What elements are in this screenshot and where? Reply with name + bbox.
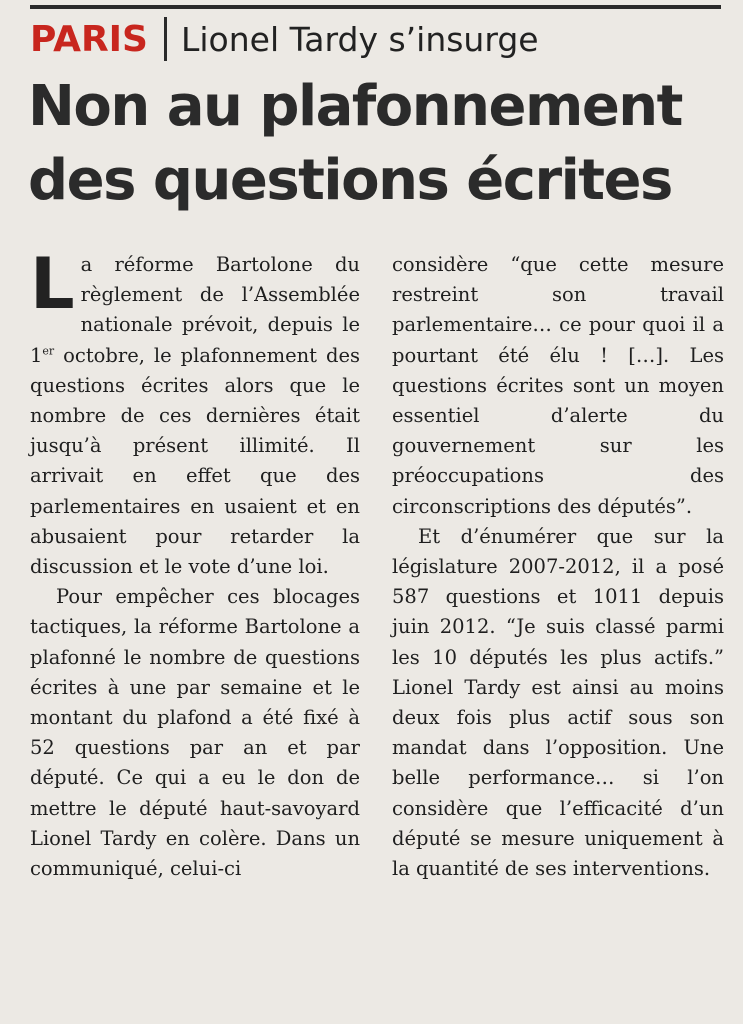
drop-cap: L	[30, 243, 75, 325]
kicker-text: Lionel Tardy s’insurge	[180, 19, 539, 59]
paragraph-1-text-b: octobre, le plafonnement des questions écrites alors que le nombre de ces dernières était jusqu’à présent illimité. Il arrivait en effet que des parlementaires en usaient et en abusaient pour retarder la discussion et le vote d’une loi.	[30, 343, 360, 579]
headline-line-1: Non au plafonnement	[28, 74, 682, 139]
paragraph-2: Pour empêcher ces blocages tactiques, la réforme Bartolone a plafonné le nombre de questions écrites à une par semaine et le montant du plafond a été fixé à 52 questions par an et par député. Ce qui a eu le don de mettre le député haut-savoyard Lionel Tardy en colère. Dans un communiqué, celui-ci	[30, 585, 360, 881]
headline-line-2: des questions écrites	[28, 148, 672, 213]
column-left	[30, 243, 360, 884]
headline	[28, 70, 728, 218]
column-right	[392, 250, 724, 884]
kicker-divider	[164, 17, 167, 61]
paragraph-3: considère “que cette mesure restreint son travail parlementaire… ce pour quoi il a pourtant été élu ! […]. Les questions écrites sont un moyen essentiel d’alerte du gouvernement sur les préoccupations des circonscriptions des députés”.	[392, 253, 724, 518]
top-rule	[30, 5, 721, 9]
ordinal-suffix: er	[42, 344, 55, 358]
section-label: PARIS	[30, 18, 148, 60]
paragraph-4: Et d’énumérer que sur la législature 2007-2012, il a posé 587 questions et 1011 depuis juin 2012. “Je suis classé parmi les 10 députés les plus actifs.” Lionel Tardy est ainsi au moins deux fois plus actif sous son mandat dans l’opposition. Une belle performance… si l’on considère que l’efficacité d’un député se mesure uniquement à la quantité de ses interventions.	[392, 524, 724, 881]
kicker-bar	[30, 14, 539, 64]
paragraph-1-text-a: a réforme Bartolone du règlement de l’Assemblée nationale prévoit, depuis le 1	[30, 253, 360, 367]
paragraph-1	[30, 243, 360, 582]
